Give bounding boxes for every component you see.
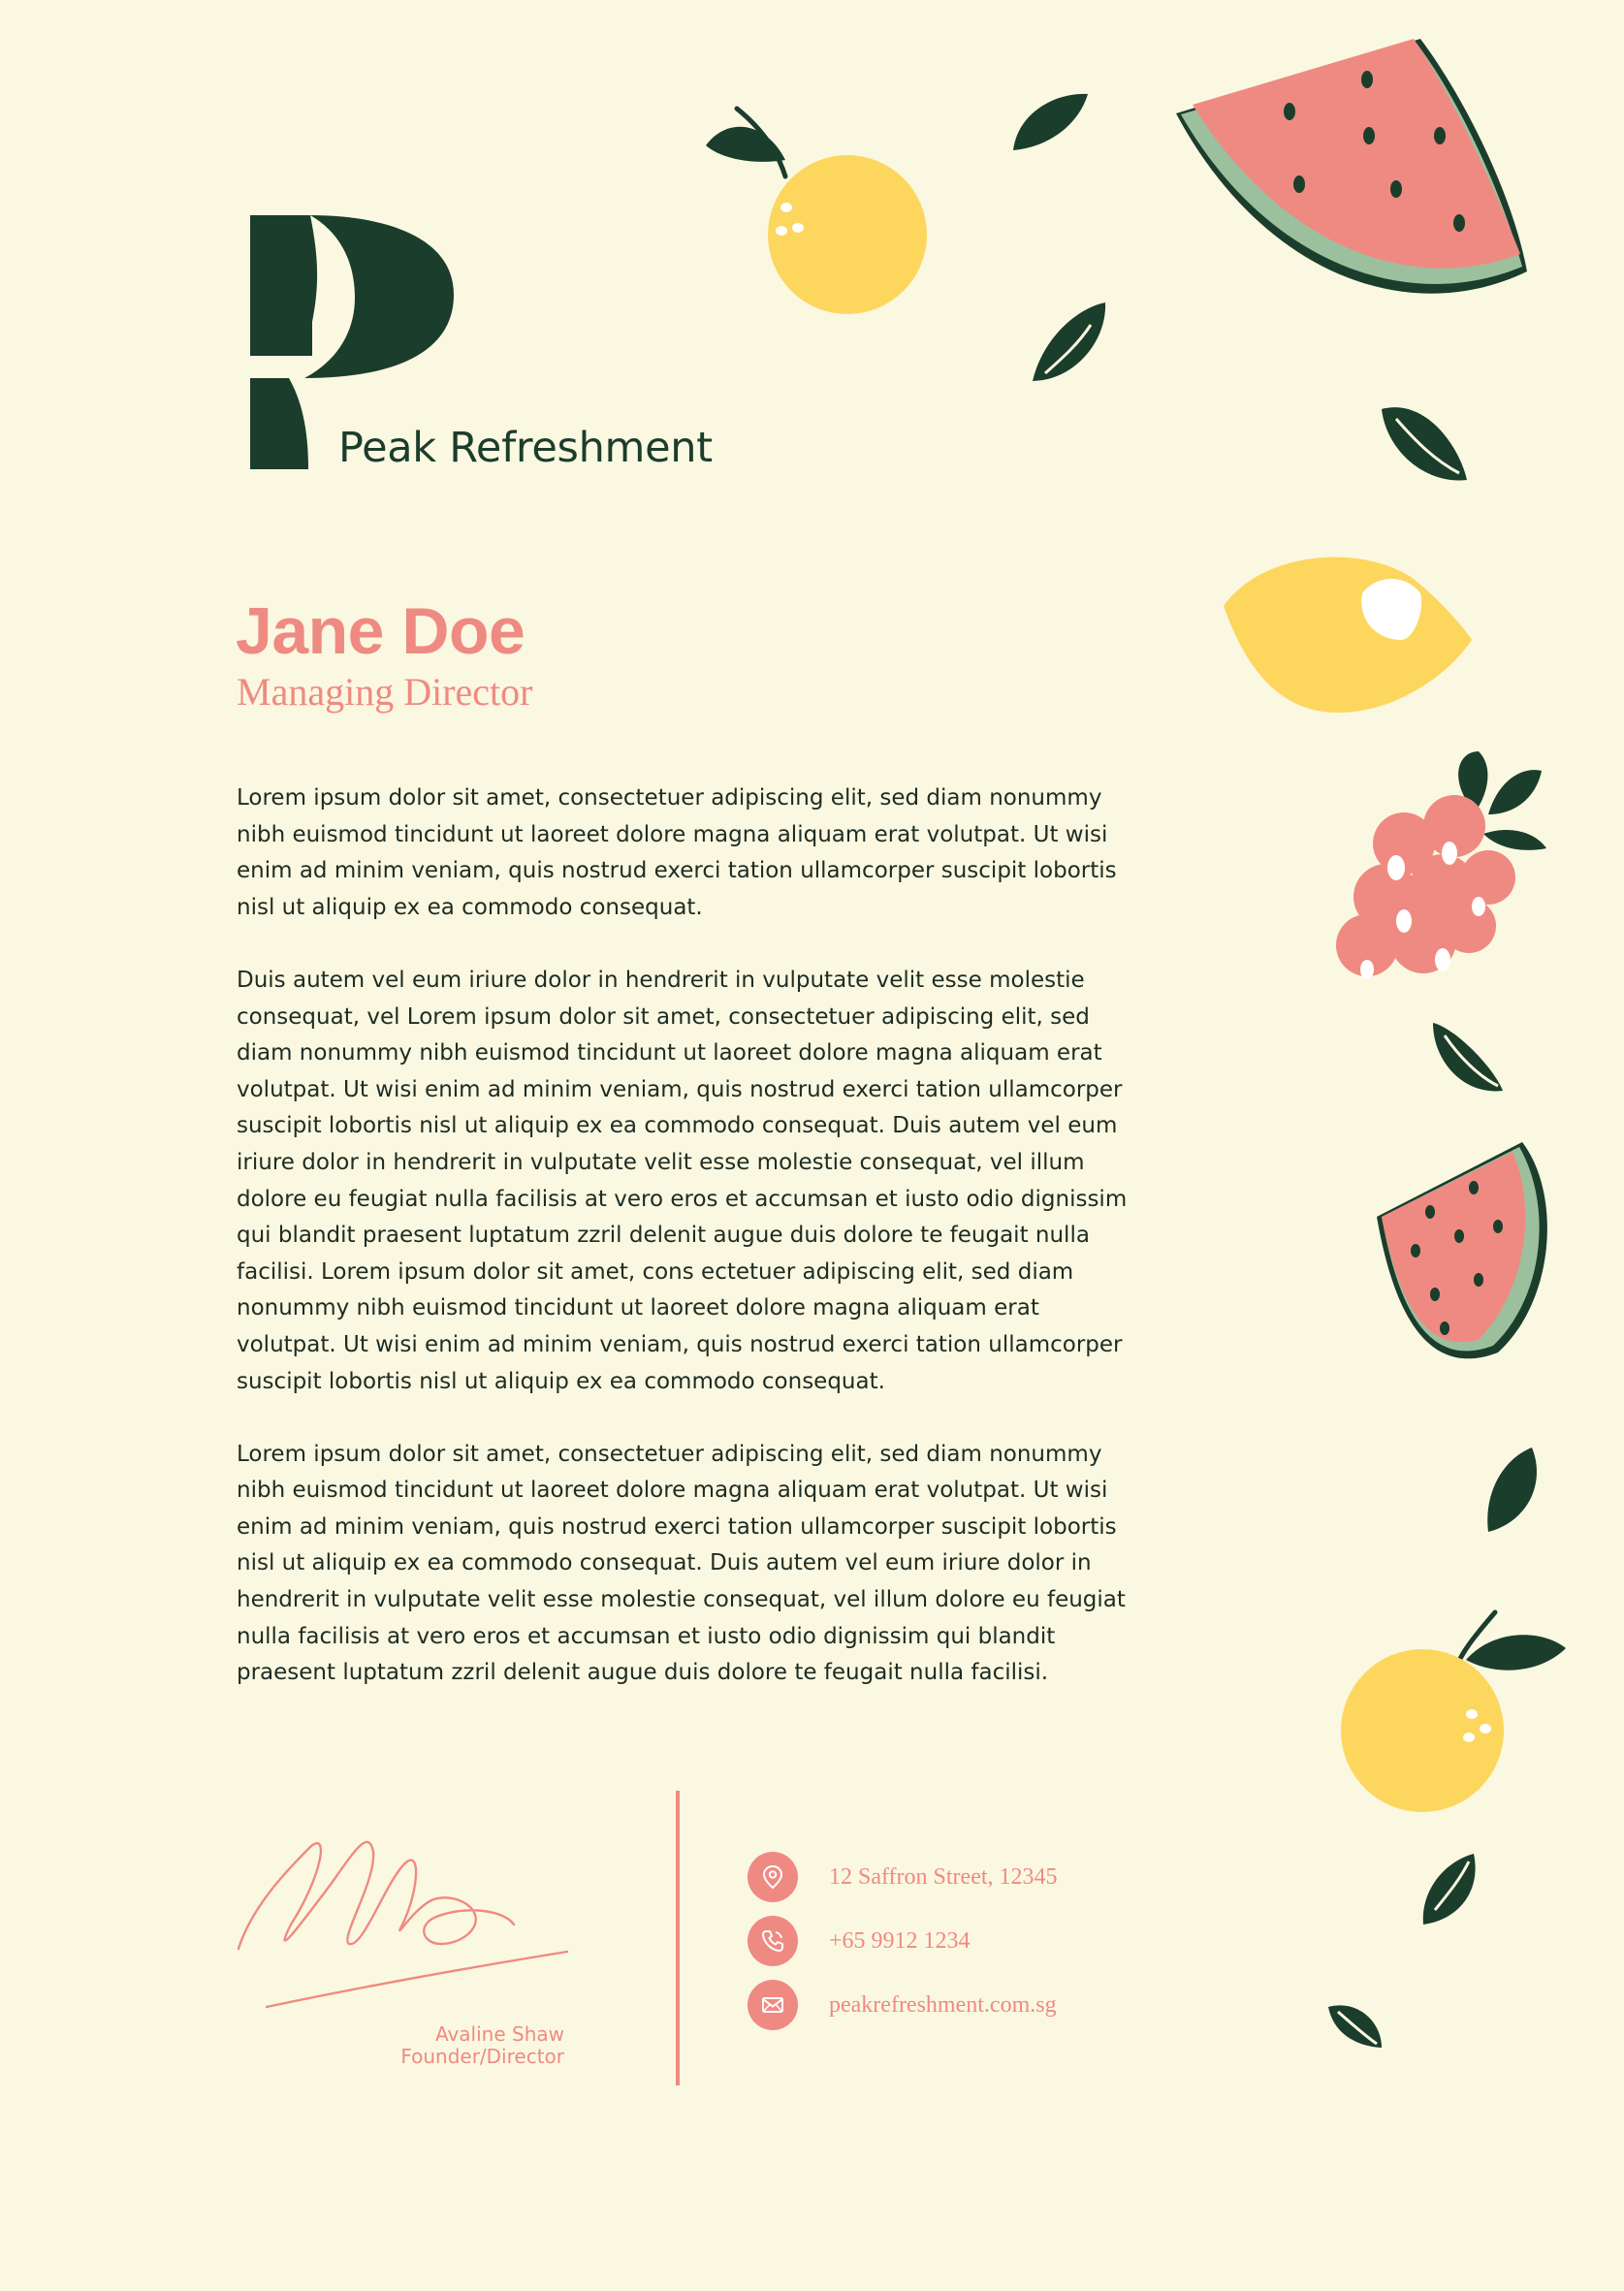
- brand-name: Peak Refreshment: [338, 424, 713, 472]
- vertical-divider: [676, 1791, 680, 2085]
- website-text: peakrefreshment.com.sg: [829, 1991, 1057, 2018]
- address-text: 12 Saffron Street, 12345: [829, 1863, 1058, 1890]
- signer-name: Avaline Shaw: [434, 2022, 564, 2046]
- lemon-illustration: [1224, 557, 1472, 713]
- handwritten-signature: [233, 1808, 572, 2031]
- letter-body: [237, 780, 1129, 1728]
- watermelon-illustration: [1176, 39, 1527, 294]
- grapes-illustration: [1336, 751, 1546, 979]
- leaf-illustration: [1013, 94, 1467, 481]
- body-paragraph: Duis autem vel eum iriure dolor in hendrerit in vulputate velit esse molestie consequat, vel Lorem ipsum dolor sit amet, consectetuer adipiscing elit, sed diam nonummy nibh euismod tincidunt ut laoreet dolore magna aliquam erat volutpat. Ut wisi enim ad minim veniam, quis nostrud exerci tation ullamcorper suscipit lobortis nisl ut aliquip ex ea commodo consequat. Duis autem vel eum iriure dolor in hendrerit in vulputate velit esse molestie consequat, vel illum dolore eu feugiat nulla facilisis at vero eros et accumsan et iusto odio dignissim qui blandit praesent luptatum zzril delenit augue duis dolore te feugait nulla facilisi. Lorem ipsum dolor sit amet, cons ectetuer adipiscing elit, sed diam nonummy nibh euismod tincidunt ut laoreet dolore magna aliquam erat volutpat. Ut wisi enim ad minim veniam, quis nostrud exerci tation ullamcorper suscipit lobortis nisl ut aliquip ex ea commodo consequat.: [237, 967, 1128, 1394]
- orange-illustration: [1341, 1612, 1566, 1812]
- leaf-illustration: [1487, 1448, 1537, 1532]
- watermelon-illustration: [1377, 1142, 1547, 1358]
- leaf-illustration: [1433, 1023, 1503, 1091]
- orange-illustration: [706, 109, 927, 314]
- phone-icon: [748, 1916, 798, 1966]
- leaf-illustration: [1328, 1854, 1476, 2048]
- body-paragraph: Lorem ipsum dolor sit amet, consectetuer adipiscing elit, sed diam nonummy nibh euismod tincidunt ut laoreet dolore magna aliquam erat volutpat. Ut wisi enim ad minim veniam, quis nostrud exerci tation ullamcorper suscipit lobortis nisl ut aliquip ex ea commodo consequat.: [237, 785, 1117, 920]
- body-paragraph: Lorem ipsum dolor sit amet, consectetuer adipiscing elit, sed diam nonummy nibh euismod tincidunt ut laoreet dolore magna aliquam erat volutpat. Ut wisi enim ad minim veniam, quis nostrud exerci tation ullamcorper suscipit lobortis nisl ut aliquip ex ea commodo consequat. Duis autem vel eum iriure dolor in hendrerit in vulputate velit esse molestie consequat, vel illum dolore eu feugiat nulla facilisis at vero eros et accumsan et iusto odio dignissim qui blandit praesent luptatum zzril delenit augue duis dolore te feugait nulla facilisi.: [237, 1441, 1126, 1686]
- phone-text: +65 9912 1234: [829, 1927, 971, 1954]
- author-title: Managing Director: [237, 670, 533, 714]
- signer-role: Founder/Director: [400, 2045, 564, 2068]
- envelope-icon: [748, 1980, 798, 2030]
- author-name: Jane Doe: [236, 594, 525, 668]
- location-pin-icon: [748, 1852, 798, 1902]
- contact-phone: [748, 1914, 971, 1968]
- contact-address: [748, 1850, 1058, 1904]
- contact-website: [748, 1978, 1057, 2032]
